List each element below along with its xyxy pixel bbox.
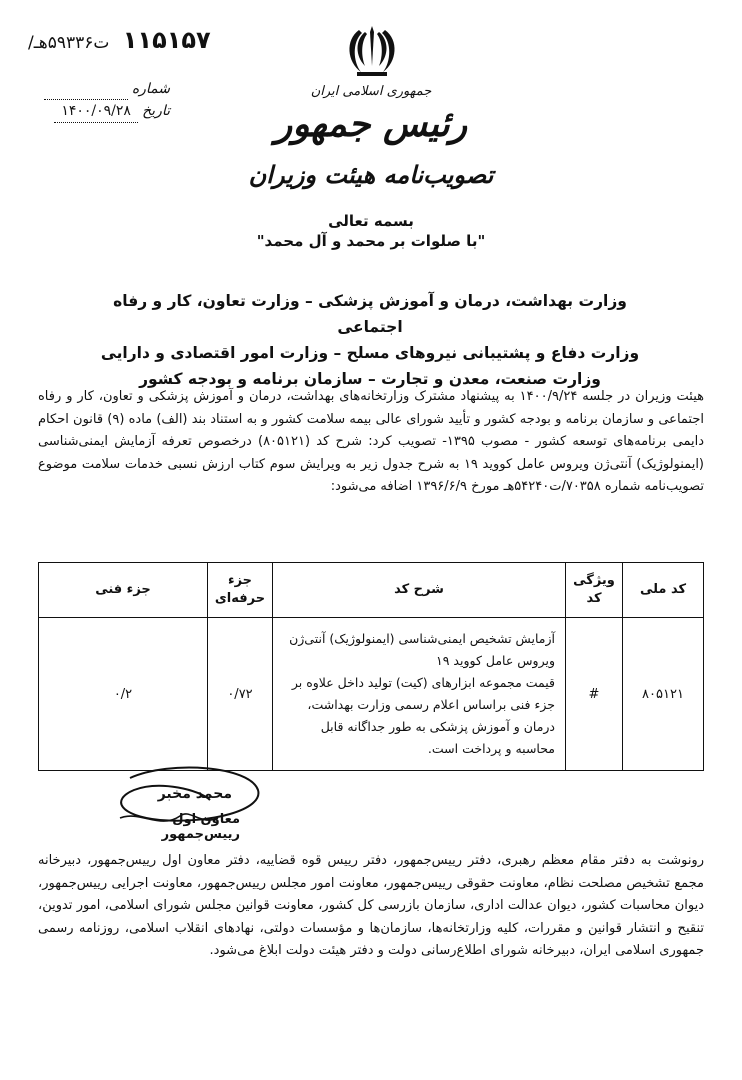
country-name: جمهوری اسلامی ایران bbox=[310, 84, 432, 99]
cell-technical: ۰/۲ bbox=[39, 618, 208, 771]
registration-number bbox=[28, 26, 211, 54]
table-header-row bbox=[39, 563, 704, 618]
reference-number: ۱۱۵۱۵۷ bbox=[122, 26, 211, 54]
description-line: آزمایش تشخیص ایمنی‌شناسی (ایمنولوژیک) آنتی‌ژن ویروس عامل کووید ۱۹ bbox=[289, 631, 555, 668]
date-label: تاریخ bbox=[142, 103, 170, 119]
addressee-line: وزارت بهداشت، درمان و آموزش پزشکی – وزارت تعاون، کار و رفاه اجتماعی bbox=[113, 292, 627, 336]
number-date-block bbox=[30, 78, 170, 123]
cc-list: رونوشت به دفتر مقام معظم رهبری، دفتر رییس‌جمهور، دفتر رییس قوه قضاییه، دفتر معاون اول رییس‌جمهور، دبیرخانه مجمع تشخیص مصلحت نظام، معاونت حقوقی رییس‌جمهور، معاونت امور مجلس رییس‌جمهور، معاونت اجرایی رییس‌جمهور، دیوان محاسبات کشور، دیوان عدالت اداری، سازمان بازرسی کل کشور، معاونت قوانین مجلس شورای اسلامی، امور تدوین، تنقیح و انتشار قوانین و مقررات، کلیه وزارتخانه‌ها، سازمان‌ها و مؤسسات دولتی، نهادهای انقلاب اسلامی، روزنامه رسمی جمهوری اسلامی ایران، دبیرخانه شورای اطلاع‌رسانی دولت و دفتر هیئت دولت ابلاغ می‌شود. bbox=[38, 853, 704, 958]
cell-feature-code: # bbox=[566, 618, 623, 771]
header-feature-code: ویژگی کد bbox=[566, 563, 623, 618]
addressees bbox=[100, 288, 640, 392]
cell-national-code: ۸۰۵۱۲۱ bbox=[623, 618, 704, 771]
header-professional: جزء حرفه‌ای bbox=[208, 563, 273, 618]
iran-emblem-icon bbox=[343, 22, 401, 80]
date-value: ۱۴۰۰/۰۹/۲۸ bbox=[54, 100, 138, 123]
signer-title: معاون اول رییس‌جمهور bbox=[161, 812, 240, 842]
office-title: رئیس جمهور bbox=[274, 103, 468, 145]
header-national-code: کد ملی bbox=[623, 563, 704, 618]
number-row bbox=[30, 78, 170, 100]
document-type: تصویب‌نامه هیئت وزیران bbox=[248, 160, 494, 189]
decree-body: هیئت وزیران در جلسه ۱۴۰۰/۹/۲۴ به پیشنهاد مشترک وزارتخانه‌های بهداشت، درمان و آموزش پزشکی و تعاون، کار و رفاه اجتماعی و سازمان برنامه و بودجه کشور و تأیید شورای عالی بیمه سلامت کشور و به استناد بند (الف) ماده (۹) قانون احکام دایمی برنامه‌های توسعه کشور - مصوب ۱۳۹۵- تصویب کرد: شرح کد (۸۰۵۱۲۱) درخصوص تعرفه آزمایش ایمنی‌شناسی (ایمنولوژیک) آنتی‌ژن ویروس عامل کووید ۱۹ به شرح جدول زیر به ویرایش سوم کتاب ارزش نسبی خدمات سلامت موضوع تصویب‌نامه شماره ۷۰۳۵۸/ت۵۴۲۴۰هـ مورخ ۱۳۹۶/۶/۹ اضافه می‌شود: bbox=[38, 389, 705, 494]
letter-number: ت۵۹۳۳۶هـ/ bbox=[28, 33, 110, 53]
salawat: "با صلوات بر محمد و آل محمد" bbox=[256, 232, 486, 250]
date-row bbox=[30, 100, 170, 123]
header-technical: جزء فنی bbox=[39, 563, 208, 618]
bismillah: بسمه تعالی bbox=[328, 212, 414, 230]
signer-name: محمد مخبر bbox=[157, 786, 232, 802]
number-label: شماره bbox=[131, 81, 170, 97]
header-description: شرح کد bbox=[273, 563, 566, 618]
cell-professional: ۰/۷۲ bbox=[208, 618, 273, 771]
table-row bbox=[39, 618, 704, 771]
description-note: قیمت مجموعه ابزارهای (کیت) تولید داخل علاوه بر جزء فنی براساس اعلام رسمی وزارت بهداشت، درمان و آموزش پزشکی به طور جداگانه قابل محاسبه و پرداخت است. bbox=[291, 675, 555, 756]
number-value bbox=[44, 78, 128, 100]
addressee-line: وزارت دفاع و پشتیبانی نیروهای مسلح – وزارت امور اقتصادی و دارایی bbox=[100, 344, 640, 362]
addressee-line: وزارت صنعت، معدن و تجارت – سازمان برنامه و بودجه کشور bbox=[139, 370, 601, 388]
cell-description bbox=[273, 618, 566, 771]
tariff-table bbox=[38, 562, 704, 771]
